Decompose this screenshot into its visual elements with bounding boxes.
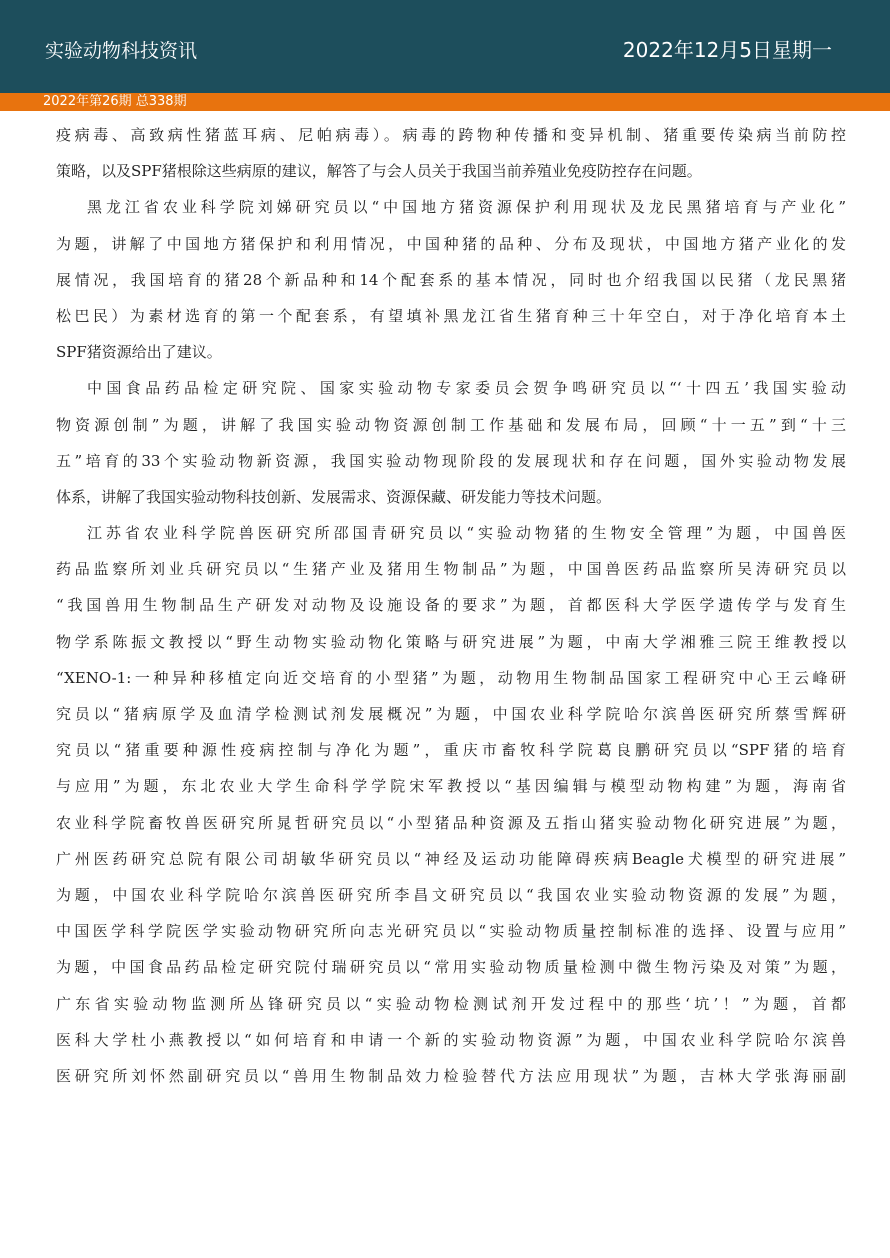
text-line: 中国食品药品检定研究院、国家实验动物专家委员会贺争鸣研究员以“‘十四五’我国实验动 [87,379,846,398]
issue-number: 2022年第26期 总338期 [43,94,187,109]
text-line: 为题，讲解了中国地方猪保护和利用情况，中国种猪的品种、分布及现状，中国地方猪产业化的发 [56,234,846,253]
issue-bar [0,93,890,111]
text-line: “XENO-1:一种异种移植定向近交培育的小型猪”为题，动物用生物制品国家工程研究中心王云峰研 [56,668,846,687]
text-line: 农业科学院畜牧兽医研究所晁哲研究员以“小型猪品种资源及五指山猪实验动物化研究进展”为题， [56,813,846,832]
text-line: 五”培育的33个实验动物新资源，我国实验动物现阶段的发展现状和存在问题，国外实验动物发展 [56,451,846,470]
text-line: 江苏省农业科学院兽医研究所邵国青研究员以“实验动物猪的生物安全管理”为题，中国兽医 [87,524,846,543]
text-line: 与应用”为题，东北农业大学生命科学学院宋军教授以“基因编辑与模型动物构建”为题，海南省 [56,777,846,796]
newsletter-title: 实验动物科技资讯 [45,40,198,62]
text-line: 广东省实验动物监测所丛锋研究员以“实验动物检测试剂开发过程中的那些‘坑’！”为题，首都 [56,994,846,1013]
text-line: 医研究所刘怀然副研究员以“兽用生物制品效力检验替代方法应用现状”为题，吉林大学张海丽副 [56,1066,846,1085]
issue-date: 2022年12月5日星期一 [622,38,832,62]
text-line: 疫病毒、高致病性猪蓝耳病、尼帕病毒）。病毒的跨物种传播和变异机制、猪重要传染病当前防控 [56,126,846,144]
text-line: 广州医药研究总院有限公司胡敏华研究员以“神经及运动功能障碍疾病Beagle犬模型的研究进展” [56,849,846,868]
text-line: “我国兽用生物制品生产研发对动物及设施设备的要求”为题，首都医科大学医学遗传学与发育生 [56,596,846,615]
text-line: 体系，讲解了我国实验动物科技创新、发展需求、资源保藏、研发能力等技术问题。 [56,487,612,506]
text-line: 策略，以及SPF猪根除这些病原的建议，解答了与会人员关于我国当前养殖业免疫防控存在问题。 [56,162,702,181]
text-line: 物资源创制”为题，讲解了我国实验动物资源创制工作基础和发展布局，回顾“十一五”到“十三 [56,415,846,434]
text-line: 中国医学科学院医学实验动物研究所向志光研究员以“实验动物质量控制标准的选择、设置与应用” [56,922,846,941]
text-line: 为题，中国食品药品检定研究院付瑞研究员以“常用实验动物质量检测中微生物污染及对策”为题， [56,958,846,977]
article-body [56,117,846,1094]
text-line: 究员以“猪病原学及血清学检测试剂发展概况”为题，中国农业科学院哈尔滨兽医研究所蔡雪辉研 [56,705,846,723]
text-line: SPF猪资源给出了建议。 [56,343,222,362]
text-line: 药品监察所刘业兵研究员以“生猪产业及猪用生物制品”为题，中国兽医药品监察所吴涛研究员以 [56,560,846,579]
text-line: 究员以“猪重要种源性疫病控制与净化为题”，重庆市畜牧科学院葛良鹏研究员以“SPF猪的培育 [56,741,846,760]
text-line: 松巴民）为素材选育的第一个配套系，有望填补黑龙江省生猪育种三十年空白，对于净化培育本土 [56,306,846,325]
page-header [0,0,890,93]
text-line: 为题，中国农业科学院哈尔滨兽医研究所李昌文研究员以“我国农业实验动物资源的发展”为题， [56,885,846,904]
text-line: 物学系陈振文教授以“野生动物实验动物化策略与研究进展”为题，中南大学湘雅三院王维教授以 [56,632,846,651]
text-line: 展情况，我国培育的猪28个新品种和14个配套系的基本情况，同时也介绍我国以民猪（龙民黑猪 [56,270,846,289]
text-line: 医科大学杜小燕教授以“如何培育和申请一个新的实验动物资源”为题，中国农业科学院哈尔滨兽 [56,1030,846,1049]
text-line: 黑龙江省农业科学院刘娣研究员以“中国地方猪资源保护利用现状及龙民黑猪培育与产业化” [87,198,846,217]
